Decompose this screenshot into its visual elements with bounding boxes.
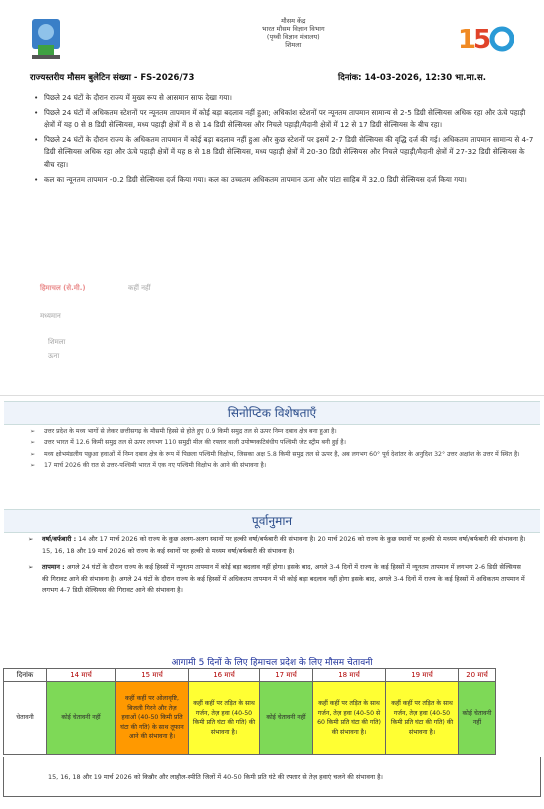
- warning-date: 15 मार्च: [116, 669, 189, 682]
- warning-cell: कोई चेतावनी नहीं: [47, 682, 116, 755]
- warning-date-row: [4, 669, 496, 682]
- ghost-overlay: [0, 150, 544, 390]
- warning-cell: कहीं कहीं पर तड़ित के साथ गर्जन, तेज़ हवा (40-50 किमी प्रति घंटा की गति) की संभावना है।: [189, 682, 260, 755]
- warning-cell: कोई चेतावनी नहीं: [459, 682, 496, 755]
- arrow-icon: ➢: [28, 563, 34, 572]
- header-title: [262, 17, 325, 49]
- forecast-title: पूर्वानुमान: [4, 509, 540, 533]
- observation-text: पिछले 24 घंटों में अधिकतम स्टेशनों पर न्यूनतम तापमान में कोई बड़ा बदलाव नहीं हुआ; अधिकांश स्टेशनों पर न्यूनतम तापमान सामान्य से 2-5 डिग्री सेल्सियस अधिक रहा और ऊंचे पहाड़ी क्षेत्रों में यह 0 से 8 डिग्री सेल्सियस, मध्य पहाड़ी क्षेत्रों में 8 से 14 डिग्री सेल्सियस और निचले पहाड़ी/मैदानी क्षेत्रों में 12 से 17 डिग्री सेल्सियस के बीच रहा।: [44, 107, 526, 130]
- warning-cell: कहीं कहीं पर तड़ित के साथ गर्जन, तेज़ हवा (40-50 से 60 किमी प्रति घंटा की गति) की संभावना है।: [313, 682, 386, 755]
- synoptic-text: मध्य क्षोभमंडलीय पछुआ हवाओं में निम्न दबाव क्षेत्र के रूप में पिछला पश्चिमी विक्षोभ, जिसका अक्ष 5.8 किमी समुद्र तल से ऊपर है, अब लगभग 60° पूर्व देशांतर के अनुदिश 32° उत्तर अक्षांश के उत्तर में स्थित है।: [44, 450, 520, 458]
- synoptic-item: [30, 450, 526, 460]
- arrow-icon: ➢: [30, 462, 36, 470]
- synoptic-item: [30, 438, 526, 448]
- divider: [0, 395, 544, 396]
- ghost-label: शिमला: [48, 338, 66, 346]
- observation-item: [8, 92, 536, 105]
- forecast-rain: [28, 534, 526, 557]
- warning-title: आगामी 5 दिनों के लिए हिमाचल प्रदेश के लिए मौसम चेतावनी: [171, 658, 373, 668]
- header: [0, 0, 544, 68]
- temperature-text: अगले 24 घंटों के दौरान राज्य के कई हिस्सों में न्यूनतम तापमान में कोई बड़ा बदलाव नहीं होगा। इसके बाद, अगले 3-4 दिनों में राज्य के कई हिस्सों में न्यूनतम तापमान में लगभग 2-6 डिग्री सेल्सियस की गिरावट आने की संभावना है। अगले 24 घंटों के दौरान राज्य के कई हिस्सों में अधिकतम तापमान में भी कोई बड़ा बदलाव नहीं होगा इसके बाद, अगले 3-4 दिनों में राज्य के कई हिस्सों में अधिकतम तापमान में लगभग 4-7 डिग्री सेल्सियस की गिरावट आने की संभावना है।: [42, 563, 525, 595]
- synoptic-text: 17 मार्च 2026 की रात से उत्तर-पश्चिमी भारत में एक नए पश्चिमी विक्षोभ के आने की संभावना है।: [44, 462, 267, 470]
- warning-date: 16 मार्च: [189, 669, 260, 682]
- warning-date: 20 मार्च: [459, 669, 496, 682]
- rain-label: वर्षा/बर्फबारी :: [42, 535, 77, 543]
- header-line: शिमला: [285, 41, 302, 49]
- bullet-icon: •: [34, 93, 39, 102]
- ghost-label: कहीं नहीं: [128, 284, 151, 292]
- ghost-label: ऊना: [48, 352, 60, 360]
- warning-date: 14 मार्च: [47, 669, 116, 682]
- svg-text:1: 1: [458, 25, 477, 55]
- arrow-icon: ➢: [30, 439, 36, 447]
- synoptic-list: [30, 427, 526, 473]
- ghost-label: हिमाचल (से.मी.): [40, 284, 86, 292]
- synoptic-title: सिनोप्टिक विशेषताएँ: [4, 401, 540, 425]
- bulletin-date: दिनांक: 14-03-2026, 12:30 भा.मा.स.: [338, 73, 486, 83]
- header-line: (पृथ्वी विज्ञान मंत्रालय): [266, 33, 320, 41]
- forecast-temperature: [28, 562, 526, 597]
- temperature-label: तापमान :: [42, 563, 65, 572]
- warning-date: 18 मार्च: [313, 669, 386, 682]
- bulletin-number: राज्यस्तरीय मौसम बुलेटिन संख्या - FS-2026/73: [30, 73, 195, 83]
- header-line: मौसम केंद्र: [281, 17, 306, 25]
- imd-150-logo-icon: [458, 18, 514, 58]
- bullet-icon: •: [34, 134, 39, 144]
- warning-row: [4, 682, 496, 755]
- arrow-icon: ➢: [30, 428, 36, 435]
- arrow-icon: ➢: [30, 450, 36, 458]
- synoptic-text: उत्तर प्रदेश के मध्य भागों से लेकर छत्तीसगढ़ के मौसमी हिस्से से होते हुए 0.9 किमी समुद्र तल से ऊपर निम्न दबाव क्षेत्र बना हुआ है।: [44, 428, 337, 435]
- warning-cell: कहीं कहीं पर ओलावृष्टि, बिजली गिरने और तेज़ हवाओं (40-50 किमी प्रति घंटा की गति) के साथ तूफान आने की संभावना है।: [116, 682, 189, 755]
- warning-cell: कहीं कहीं पर तड़ित के साथ गर्जन, तेज़ हवा (40-50 किमी प्रति घंटा की गति) की संभावना है।: [386, 682, 459, 755]
- bulletin-bar: [10, 72, 544, 84]
- synoptic-item: [30, 461, 526, 471]
- svg-text:5: 5: [473, 25, 492, 55]
- warning-table: [3, 668, 496, 755]
- warning-date: 19 मार्च: [386, 669, 459, 682]
- warning-footnote: 15, 16, 18 और 19 मार्च 2026 को किन्नौर और लाहौल-स्पीति जिलों में 40-50 किमी प्रति घंटे की रफ्तार से तेज़ हवाएं चलने की संभावना है।: [3, 757, 541, 797]
- bullet-icon: •: [34, 174, 39, 184]
- observation-text: कल का न्यूनतम तापमान -0.2 डिग्री सेल्सियस दर्ज किया गया। कल का उच्चतम अधिकतम तापमान ऊना और पांटा साहिब में 32.0 डिग्री सेल्सियस दर्ज किया गया।: [44, 174, 467, 184]
- rain-text: 14 और 17 मार्च 2026 को राज्य के कुछ अलग-अलग स्थानों पर हल्की वर्षा/बर्फबारी की संभावना है। 20 मार्च 2026 को राज्य के कुछ स्थानों पर हल्की से मध्यम वर्षा/बर्फबारी की संभावना है। 15, 16, 18 और 19 मार्च 2026 को राज्य के कई स्थानों पर हल्की से मध्यम वर्षा/बर्फबारी की संभावना है।: [42, 535, 526, 555]
- warning-date: 17 मार्च: [260, 669, 313, 682]
- arrow-icon: ➢: [28, 535, 34, 543]
- synoptic-text: उत्तर भारत में 12.6 किमी समुद्र तल से ऊपर लगभग 110 समुद्री मील की रफ्तार वाली उपोष्णकटिबंधीय पश्चिमी जेट स्ट्रीम बनी हुई है।: [44, 439, 346, 447]
- bullet-icon: •: [34, 107, 39, 117]
- ghost-label: मध्यमान: [40, 312, 61, 320]
- observation-text: पिछले 24 घंटों के दौरान राज्य के अधिकतम तापमान में कोई बड़ा बदलाव नहीं हुआ और कुछ स्टेशनों पर इसमें 2-7 डिग्री सेल्सियस की वृद्धि दर्ज की गई। अधिकतम तापमान सामान्य से 4-7 डिग्री सेल्सियस अधिक रहा और ऊंचे पहाड़ी क्षेत्रों में यह 8 से 18 डिग्री सेल्सियस, मध्य पहाड़ी क्षेत्रों में 20-30 डिग्री सेल्सियस और निचले पहाड़ी/मैदानी क्षेत्रों में 27-32 डिग्री सेल्सियस के बीच रहा।: [44, 134, 534, 169]
- date-header: दिनांक: [4, 669, 47, 682]
- synoptic-item: [30, 427, 526, 437]
- warning-cell: कोई चेतावनी नहीं: [260, 682, 313, 755]
- observation-item: [8, 107, 536, 132]
- observation-text: पिछले 24 घंटों के दौरान राज्य में मुख्य रूप से आसमान साफ देखा गया।: [44, 93, 232, 102]
- imd-emblem-icon: [28, 15, 64, 61]
- forecast-list: [28, 534, 526, 602]
- header-line: भारत मौसम विज्ञान विभाग: [262, 25, 325, 33]
- warning-row-label: चेतावनी: [4, 682, 47, 755]
